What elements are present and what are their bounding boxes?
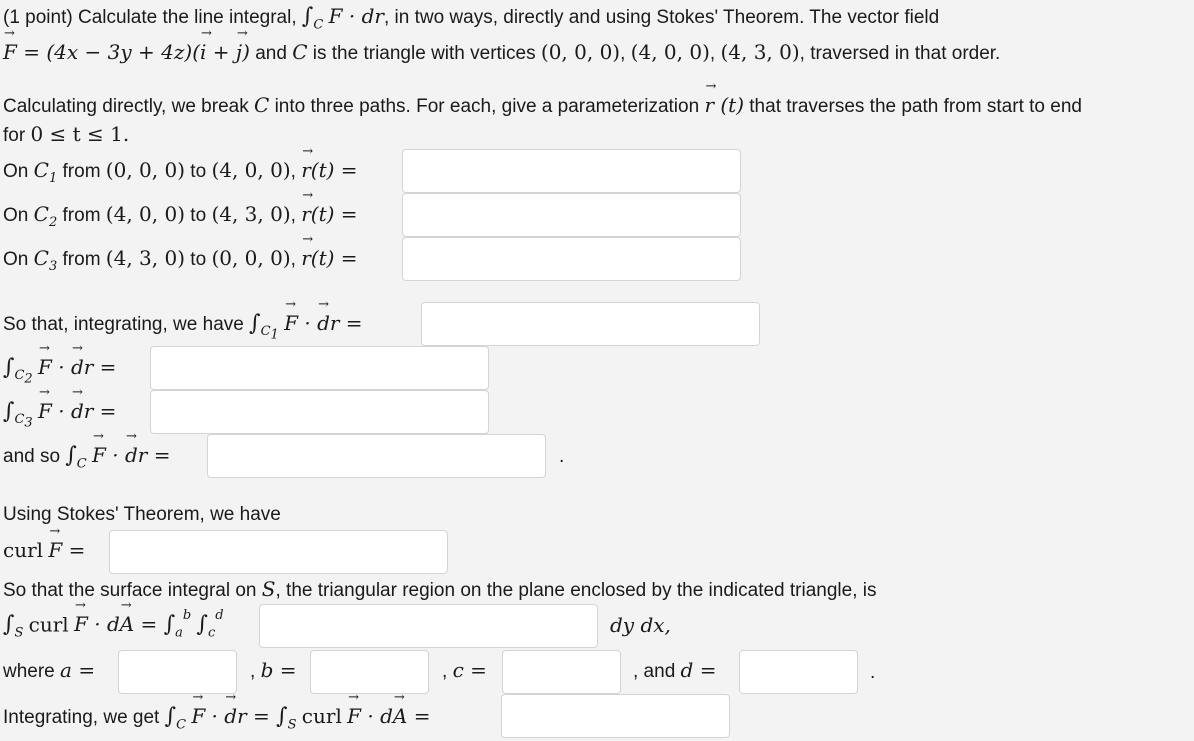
integral-c1-input[interactable] [421,302,760,346]
integral-c2-input[interactable] [150,346,489,390]
direct-intro-line: Calculating directly, we break C into three paths. For each, give a parameterization → r (t) that traverses the path from start to end [3,93,1082,118]
vector-field-definition: → F = (4x − 3y + 4z)(→ i + → j) [3,40,250,64]
points-label: (1 point) [3,7,73,28]
dydx-label: dy dx, [610,613,671,637]
stokes-intro: Using Stokes' Theorem, we have [3,504,281,525]
integral-total-input[interactable] [207,434,546,478]
integral-c2-label: $\int_{C_2} \to F$ · → dr = [3,355,116,387]
integral-c1-label: So that, integrating, we have $\int_{C_1} \to F$ · → dr = [3,311,363,343]
final-integral-label: Integrating, we get $\int_C \to F$ · → dr = $\int_S$ curl → F · d→ A = [3,704,430,732]
vector-field-line: → F = (4x − 3y + 4z)(→ i + → j) and C is the triangle with vertices (0, 0, 0), (4, 0, 0), (4, 3, 0), traversed in that order. [3,40,1000,65]
path-c1-input[interactable] [402,149,741,193]
integral-total-label: and so $\int_C \to F$ · → dr = [3,443,171,471]
bound-d-input[interactable] [739,650,858,694]
bound-a-input[interactable] [118,650,237,694]
integral-c3-label: $\int_{C_3} \to F$ · → dr = [3,399,116,431]
final-integral-input[interactable] [501,694,730,738]
integrand-input[interactable] [259,604,598,648]
bounds-label-a: where a = [3,658,96,682]
curl-label: curl → F = [3,538,85,563]
path-c2-input[interactable] [402,193,741,237]
path-c1-label: On $C_1$ from (0, 0, 0) to (4, 0, 0), → r(t) = [3,158,358,186]
surface-integral-label: $\int_S$ curl → $F \cdot d\to A = \int_a^b$ $\int_c^d$ [3,612,224,641]
curl-input[interactable] [109,530,448,574]
bound-c-input[interactable] [502,650,621,694]
bound-b-input[interactable] [310,650,429,694]
range-line: for 0 ≤ t ≤ 1. [3,122,130,146]
path-c2-label: On $C_2$ from (4, 0, 0) to (4, 3, 0), → r(t) = [3,202,358,230]
problem-intro-line: (1 point) Calculate the line integral, $\int_C \to F$ · → dr, in two ways, directly and using Stokes' Theorem. The vector field [3,4,939,32]
path-c3-label: On $C_3$ from (4, 3, 0) to (0, 0, 0), → r(t) = [3,246,358,274]
surface-text: So that the surface integral on S, the triangular region on the plane enclosed by the indicated triangle, is [3,577,877,601]
integral-c3-input[interactable] [150,390,489,434]
path-c3-input[interactable] [402,237,741,281]
